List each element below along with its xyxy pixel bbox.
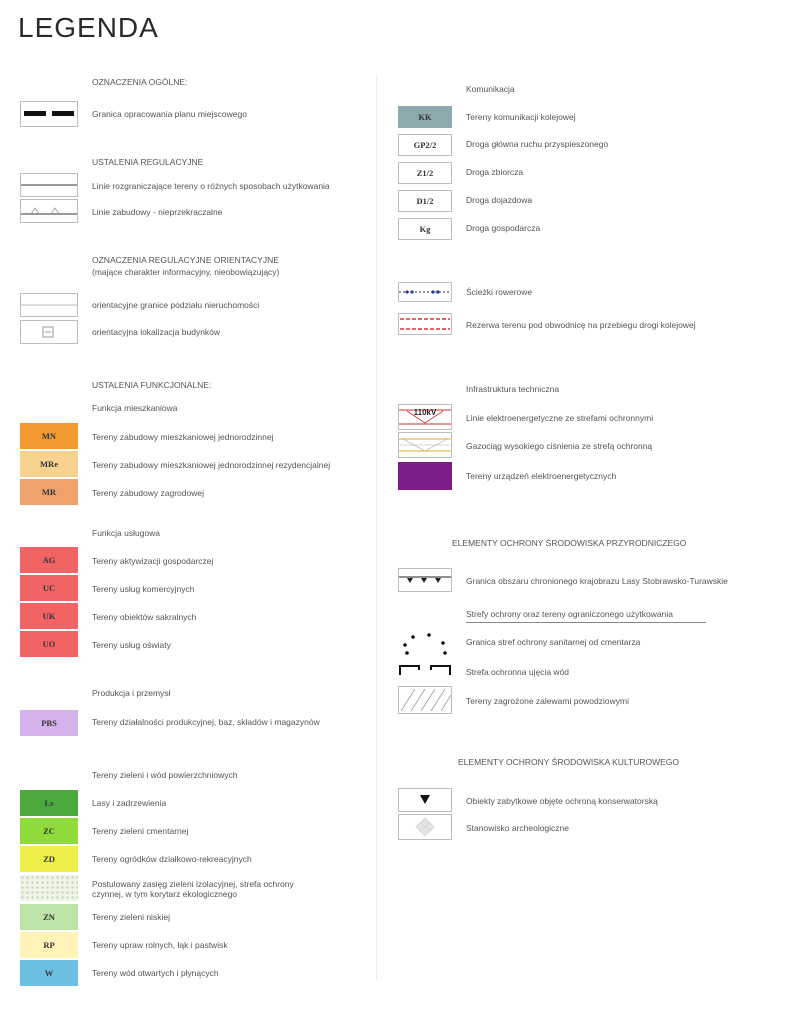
flood-zone-swatch xyxy=(398,686,452,714)
isolation-green-swatch xyxy=(20,875,78,901)
gas-pipeline-swatch xyxy=(398,432,452,458)
zones-title: Strefy ochrony oraz tereny ograniczonego użytkowania xyxy=(466,609,673,619)
building-location-symbol xyxy=(21,321,77,343)
w-swatch: W xyxy=(20,960,78,986)
functional-header: USTALENIA FUNKCJONALNE: xyxy=(92,380,212,390)
page-title: LEGENDA xyxy=(18,12,159,43)
flood-zone-symbol xyxy=(399,687,451,713)
infrastructure-header: Infrastruktura techniczna xyxy=(466,384,560,394)
d-swatch: D1/2 xyxy=(398,190,452,212)
bike-path-symbol xyxy=(399,283,451,301)
zc-swatch: ZC xyxy=(20,818,78,844)
monument-triangle-icon xyxy=(399,789,451,811)
gp-label: Droga główna ruchu przyspieszonego xyxy=(466,139,609,149)
power-line-label: Linie elektroenergetyczne ze strefami ochronnymi xyxy=(466,413,654,423)
plan-boundary-swatch xyxy=(20,101,78,127)
pbs-label: Tereny działalności produkcyjnej, baz, składów i magazynów xyxy=(92,717,320,727)
zn-swatch: ZN xyxy=(20,904,78,930)
kk-swatch: KK xyxy=(398,106,452,128)
dividing-lines-swatch xyxy=(20,173,78,197)
building-line-label: Linie zabudowy - nieprzekraczalne xyxy=(92,207,223,217)
parcel-boundary-swatch xyxy=(20,293,78,317)
power-line-voltage: 110kV xyxy=(413,408,437,417)
building-line-symbol xyxy=(21,200,77,222)
bypass-reserve-symbol xyxy=(399,314,451,334)
water-intake-zone-swatch xyxy=(398,660,452,680)
building-location-swatch xyxy=(20,320,78,344)
gp-swatch: GP2/2 xyxy=(398,134,452,156)
uo-swatch: UO xyxy=(20,631,78,657)
mr-swatch: MR xyxy=(20,479,78,505)
z-label: Droga zbiorcza xyxy=(466,167,524,177)
monument-label: Obiekty zabytkowe objęte ochroną konserwatorską xyxy=(466,796,658,806)
isolation-green-label-2: czynnej, w tym korytarz ekologicznego xyxy=(92,889,238,899)
landscape-boundary-symbol xyxy=(399,569,451,591)
archaeological-site-label: Stanowisko archeologiczne xyxy=(466,823,570,833)
dividing-lines-label: Linie rozgraniczające tereny o różnych sposobach użytkowania xyxy=(92,181,330,191)
bike-path-swatch xyxy=(398,282,452,302)
uo-label: Tereny usług oświaty xyxy=(92,640,171,650)
uc-label: Tereny usług komercyjnych xyxy=(92,584,195,594)
cemetery-zone-label: Granica stref ochrony sanitarnej od cmentarza xyxy=(466,637,641,647)
nature-header: ELEMENTY OCHRONY ŚRODOWISKA PRZYRODNICZEGO xyxy=(452,538,687,548)
parcel-boundary-symbol xyxy=(21,294,77,316)
services-title: Funkcja usługowa xyxy=(92,528,161,538)
ee-label: Tereny urządzeń elektroenergetycznych xyxy=(466,471,617,481)
bypass-reserve-label: Rezerwa terenu pod obwodnicę na przebiegu drogi kolejowej xyxy=(466,320,696,330)
orientation-header-note: (mające charakter informacyjny, nieobowiązujący) xyxy=(92,267,280,277)
zn-label: Tereny zieleni niskiej xyxy=(92,912,170,922)
pbs-swatch: PBS xyxy=(20,710,78,736)
kg-swatch: Kg xyxy=(398,218,452,240)
flood-zone-label: Tereny zagrożone zalewami powodziowymi xyxy=(466,696,629,706)
landscape-boundary-label: Granica obszaru chronionego krajobrazu Lasy Stobrawsko-Turawskie xyxy=(466,576,728,586)
residential-title: Funkcja mieszkaniowa xyxy=(92,403,178,413)
general-header: OZNACZENIA OGÓLNE: xyxy=(92,77,188,87)
zd-label: Tereny ogródków działkowo-rekreacyjnych xyxy=(92,854,252,864)
d-label: Droga dojazdowa xyxy=(466,195,533,205)
water-intake-zone-symbol xyxy=(399,661,451,679)
uc-swatch: UC xyxy=(20,575,78,601)
bypass-reserve-swatch xyxy=(398,313,452,335)
kk-label: Tereny komunikacji kolejowej xyxy=(466,112,576,122)
ag-label: Tereny aktywizacji gospodarczej xyxy=(92,556,214,566)
orientation-header: OZNACZENIA REGULACYJNE ORIENTACYJNE xyxy=(92,255,279,265)
cemetery-zone-swatch xyxy=(398,630,452,656)
z-swatch: Z1/2 xyxy=(398,162,452,184)
ag-swatch: AG xyxy=(20,547,78,573)
column-divider xyxy=(376,75,377,980)
power-line-swatch xyxy=(398,404,452,430)
uk-label: Tereny obiektów sakralnych xyxy=(92,612,197,622)
mre-label: Tereny zabudowy mieszkaniowej jednorodzinnej rezydencjalnej xyxy=(92,460,331,470)
production-title: Produkcja i przemysł xyxy=(92,688,171,698)
uk-swatch: UK xyxy=(20,603,78,629)
landscape-boundary-swatch xyxy=(398,568,452,592)
bike-path-label: Ścieżki rowerowe xyxy=(466,287,533,297)
culture-header: ELEMENTY OCHRONY ŚRODOWISKA KULTUROWEGO xyxy=(458,757,680,767)
isolation-green-label: Postulowany zasięg zieleni izolacyjnej, strefa ochrony xyxy=(92,879,294,889)
rp-label: Tereny upraw rolnych, łąk i pastwisk xyxy=(92,940,228,950)
plan-boundary-symbol xyxy=(21,102,77,126)
dividing-line-symbol xyxy=(21,174,77,196)
ls-label: Lasy i zadrzewienia xyxy=(92,798,167,808)
ls-swatch: Ls xyxy=(20,790,78,816)
gas-pipeline-label: Gazociąg wysokiego ciśnienia ze strefą ochronną xyxy=(466,441,653,451)
archaeological-site-swatch xyxy=(398,814,452,840)
ee-swatch: EE xyxy=(398,462,452,490)
mre-swatch: MRe xyxy=(20,451,78,477)
archaeological-site-icon xyxy=(399,815,451,839)
mn-label: Tereny zabudowy mieszkaniowej jednorodzinnej xyxy=(92,432,274,442)
regulatory-header: USTALENIA REGULACYJNE xyxy=(92,157,204,167)
kg-label: Droga gospodarcza xyxy=(466,223,541,233)
zones-title-underline xyxy=(466,622,706,623)
mr-label: Tereny zabudowy zagrodowej xyxy=(92,488,204,498)
parcel-boundary-label: orientacyjne granice podziału nieruchomości xyxy=(92,300,260,310)
zc-label: Tereny zieleni cmentarnej xyxy=(92,826,189,836)
cemetery-zone-symbol xyxy=(399,631,451,655)
mn-swatch: MN xyxy=(20,423,78,449)
building-line-swatch xyxy=(20,199,78,223)
water-intake-zone-label: Strefa ochronna ujęcia wód xyxy=(466,667,570,677)
building-location-label: orientacyjna lokalizacja budynków xyxy=(92,327,221,337)
rp-swatch: RP xyxy=(20,932,78,958)
monument-swatch xyxy=(398,788,452,812)
gas-pipeline-symbol xyxy=(399,433,451,457)
zd-swatch: ZD xyxy=(20,846,78,872)
plan-boundary-label: Granica opracowania planu miejscowego xyxy=(92,109,247,119)
communication-header: Komunikacja xyxy=(466,84,515,94)
w-label: Tereny wód otwartych i płynących xyxy=(92,968,219,978)
green-title: Tereny zieleni i wód powierzchniowych xyxy=(92,770,238,780)
